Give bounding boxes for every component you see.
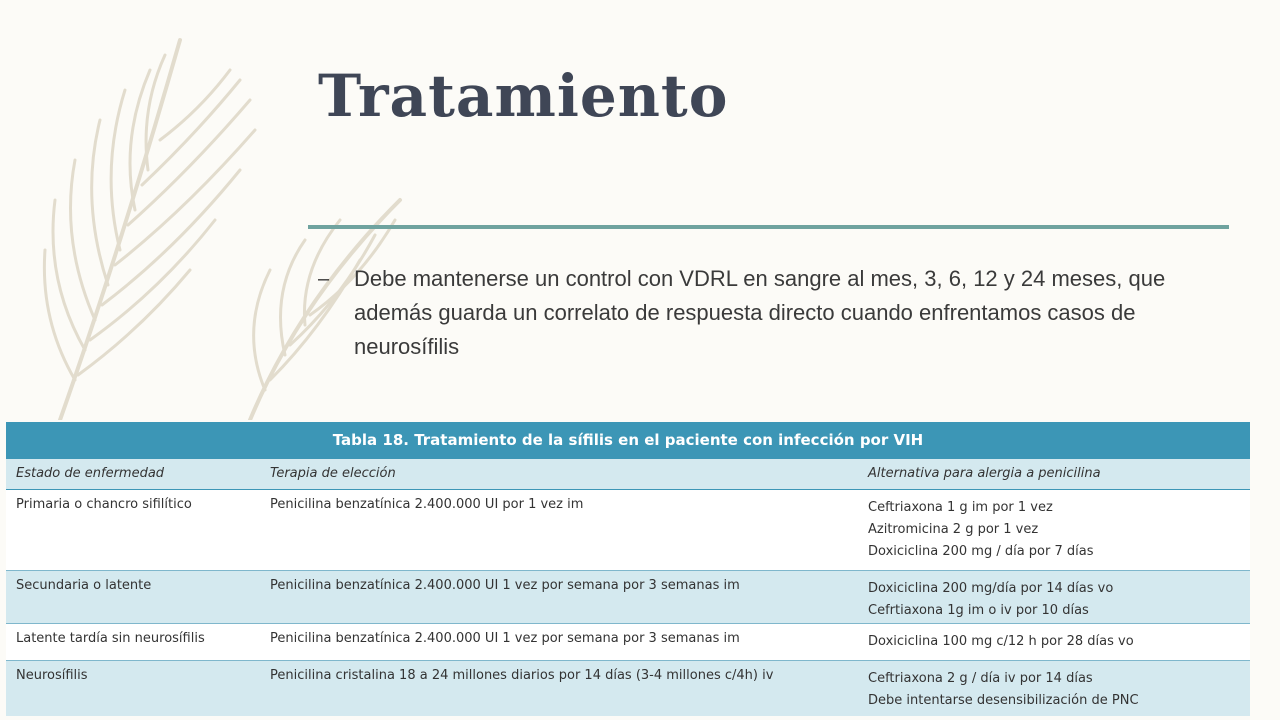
table-row	[6, 623, 1250, 660]
alternativa-line: Ceftriaxona 1 g im por 1 vez	[868, 500, 1053, 515]
cell-alternativa	[858, 661, 1250, 716]
alternativa-line: Azitromicina 2 g por 1 vez	[868, 522, 1039, 537]
table-header-row	[6, 459, 1250, 490]
alternativa-line: Doxiciclina 200 mg / día por 7 días	[868, 544, 1094, 559]
table-grid	[6, 459, 1250, 716]
header-terapia: Terapia de elección	[270, 466, 396, 481]
slide-title: Tratamiento	[318, 62, 729, 130]
cell-estado: Primaria o chancro sifilítico	[16, 497, 192, 512]
table-row	[6, 490, 1250, 570]
table-row	[6, 660, 1250, 716]
alternativa-line: Debe intentarse desensibilización de PNC	[868, 693, 1139, 708]
cell-estado: Neurosífilis	[16, 668, 88, 683]
header-alternativa: Alternativa para alergia a penicilina	[868, 466, 1101, 481]
alternativa-line: Ceftriaxona 2 g / día iv por 14 días	[868, 671, 1093, 686]
cell-alternativa	[858, 624, 1250, 660]
cell-alternativa	[858, 490, 1250, 570]
alternativa-line: Cefrtiaxona 1g im o iv por 10 días	[868, 603, 1089, 618]
cell-estado: Secundaria o latente	[16, 578, 152, 593]
cell-terapia: Penicilina benzatínica 2.400.000 UI 1 vez por semana por 3 semanas im	[270, 631, 740, 646]
treatment-table	[6, 422, 1250, 714]
header-estado: Estado de enfermedad	[16, 466, 165, 481]
title-divider	[308, 225, 1229, 229]
table-row	[6, 570, 1250, 623]
bullet-dash: –	[318, 268, 330, 290]
cell-terapia: Penicilina benzatínica 2.400.000 UI 1 vez por semana por 3 semanas im	[270, 578, 740, 593]
bullet-text: Debe mantenerse un control con VDRL en sangre al mes, 3, 6, 12 y 24 meses, que además guarda un correlato de respuesta directo cuando enfrentamos casos de neurosífilis	[354, 266, 1166, 359]
cell-estado: Latente tardía sin neurosífilis	[16, 631, 205, 646]
cell-alternativa	[858, 571, 1250, 623]
table-title: Tabla 18. Tratamiento de la sífilis en el paciente con infección por VIH	[6, 422, 1250, 459]
bullet-point	[318, 262, 1218, 364]
cell-terapia: Penicilina cristalina 18 a 24 millones diarios por 14 días (3-4 millones c/4h) iv	[270, 668, 774, 683]
cell-terapia: Penicilina benzatínica 2.400.000 UI por 1 vez im	[270, 497, 584, 512]
alternativa-line: Doxiciclina 100 mg c/12 h por 28 días vo	[868, 634, 1134, 649]
alternativa-line: Doxiciclina 200 mg/día por 14 días vo	[868, 581, 1114, 596]
